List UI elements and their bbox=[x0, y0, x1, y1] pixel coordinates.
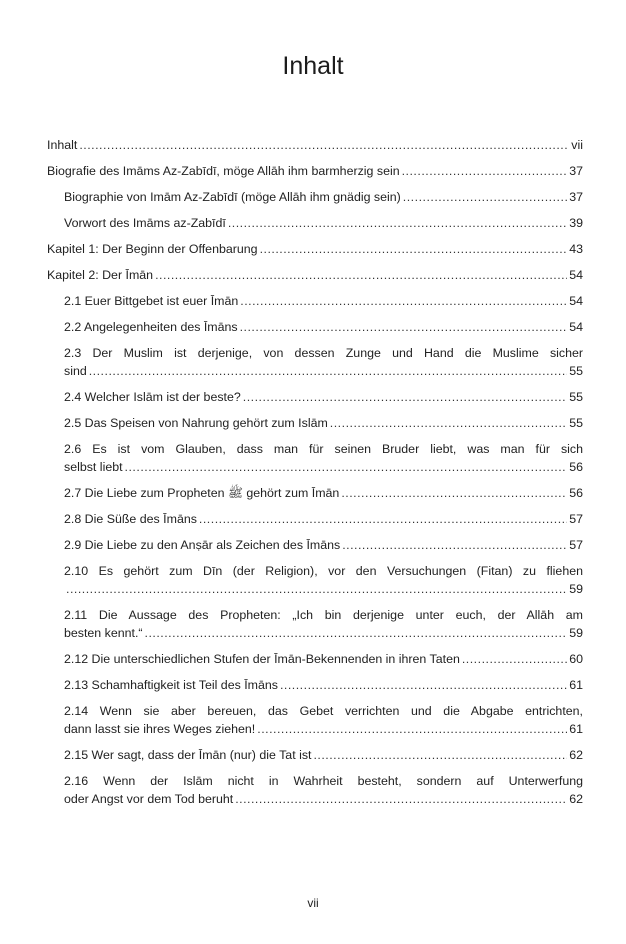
dot-leader bbox=[145, 624, 568, 642]
toc-entry-title: Vorwort des Imāms az-Zabīdī bbox=[64, 216, 226, 230]
toc-entry-title-line2: sind bbox=[64, 364, 87, 378]
dot-leader bbox=[342, 536, 567, 554]
dot-leader bbox=[341, 484, 567, 502]
table-of-contents bbox=[47, 136, 583, 816]
toc-entry-page: 54 bbox=[569, 320, 583, 334]
page-title: Inhalt bbox=[282, 52, 344, 80]
toc-entry[interactable] bbox=[47, 388, 583, 406]
toc-entry[interactable] bbox=[47, 650, 583, 668]
toc-entry[interactable] bbox=[47, 562, 583, 598]
dot-leader bbox=[125, 458, 568, 476]
dot-leader bbox=[155, 266, 567, 284]
toc-entry[interactable] bbox=[47, 414, 583, 432]
toc-entry-title-line1: 2.16 Wenn der Islām nicht in Wahrheit besteht, sondern auf Unterwerfung bbox=[64, 774, 583, 788]
toc-entry-title-line1: 2.6 Es ist vom Glauben, dass man für seinen Bruder liebt, was man für sich bbox=[64, 442, 583, 456]
toc-entry[interactable] bbox=[47, 162, 583, 180]
dot-leader bbox=[462, 650, 567, 668]
toc-entry-page: 61 bbox=[569, 722, 583, 736]
dot-leader bbox=[228, 214, 567, 232]
toc-entry[interactable] bbox=[47, 746, 583, 764]
toc-entry-page: 59 bbox=[569, 626, 583, 640]
toc-entry-page: 56 bbox=[569, 460, 583, 474]
toc-entry-page: 62 bbox=[569, 748, 583, 762]
toc-entry[interactable] bbox=[47, 214, 583, 232]
toc-entry-page: 57 bbox=[569, 538, 583, 552]
toc-entry-title: 2.8 Die Süße des Īmāns bbox=[64, 512, 197, 526]
toc-entry-page: 59 bbox=[569, 582, 583, 596]
page-number: vii bbox=[307, 896, 319, 910]
toc-entry[interactable] bbox=[47, 266, 583, 284]
toc-entry-page: 56 bbox=[569, 486, 583, 500]
toc-entry-title: Biographie von Imām Az-Zabīdī (möge Allāh ihm gnädig sein) bbox=[64, 190, 401, 204]
toc-entry[interactable] bbox=[47, 484, 583, 502]
toc-entry-page: vii bbox=[571, 138, 583, 152]
toc-entry-page: 37 bbox=[569, 164, 583, 178]
toc-entry-page: 37 bbox=[569, 190, 583, 204]
toc-entry-title: 2.1 Euer Bittgebet ist euer Īmān bbox=[64, 294, 239, 308]
dot-leader bbox=[260, 240, 568, 258]
toc-entry-title: 2.9 Die Liebe zu den Anṣār als Zeichen des Īmāns bbox=[64, 538, 341, 552]
toc-entry-title: Kapitel 1: Der Beginn der Offenbarung bbox=[47, 242, 258, 256]
toc-entry-page: 43 bbox=[569, 242, 583, 256]
dot-leader bbox=[79, 136, 569, 154]
toc-entry-page: 54 bbox=[569, 294, 583, 308]
toc-entry[interactable] bbox=[47, 702, 583, 738]
dot-leader bbox=[280, 676, 567, 694]
toc-entry-page: 57 bbox=[569, 512, 583, 526]
dot-leader bbox=[330, 414, 567, 432]
toc-entry-page: 55 bbox=[569, 390, 583, 404]
toc-entry-title: 2.15 Wer sagt, dass der Īmān (nur) die Tat ist bbox=[64, 748, 312, 762]
dot-leader bbox=[66, 580, 567, 598]
toc-entry-page: 62 bbox=[569, 792, 583, 806]
toc-entry-page: 54 bbox=[569, 268, 583, 282]
toc-entry[interactable] bbox=[47, 318, 583, 336]
dot-leader bbox=[257, 720, 567, 738]
toc-entry-title: Kapitel 2: Der Īmān bbox=[47, 268, 154, 282]
toc-entry[interactable] bbox=[47, 440, 583, 476]
toc-entry-title-line2: oder Angst vor dem Tod beruht bbox=[64, 792, 234, 806]
toc-entry-title-line1: 2.10 Es gehört zum Dīn (der Religion), vor den Versuchungen (Fitan) zu fliehen bbox=[64, 564, 583, 578]
toc-entry-title-line2: selbst liebt bbox=[64, 460, 123, 474]
toc-entry-title: 2.13 Schamhaftigkeit ist Teil des Īmāns bbox=[64, 678, 278, 692]
dot-leader bbox=[313, 746, 567, 764]
toc-entry-title-line1: 2.3 Der Muslim ist derjenige, von dessen Zunge und Hand die Muslime sicher bbox=[64, 346, 583, 360]
toc-entry[interactable] bbox=[47, 772, 583, 808]
dot-leader bbox=[235, 790, 567, 808]
toc-entry-page: 55 bbox=[569, 416, 583, 430]
dot-leader bbox=[240, 318, 568, 336]
toc-entry[interactable] bbox=[47, 240, 583, 258]
toc-entry-page: 55 bbox=[569, 364, 583, 378]
toc-entry-title-line2: besten kennt.“ bbox=[64, 626, 143, 640]
toc-entry[interactable] bbox=[47, 136, 583, 154]
toc-entry-title-line1: 2.11 Die Aussage des Propheten: „Ich bin derjenige unter euch, der Allāh am bbox=[64, 608, 583, 622]
toc-entry[interactable] bbox=[47, 536, 583, 554]
toc-entry-title: 2.5 Das Speisen von Nahrung gehört zum Islām bbox=[64, 416, 328, 430]
toc-entry-title-line1: 2.14 Wenn sie aber bereuen, das Gebet verrichten und die Abgabe entrichten, bbox=[64, 704, 583, 718]
dot-leader bbox=[243, 388, 567, 406]
toc-entry[interactable] bbox=[47, 188, 583, 206]
dot-leader bbox=[199, 510, 567, 528]
dot-leader bbox=[402, 162, 568, 180]
toc-entry-title: 2.7 Die Liebe zum Propheten ﷺ gehört zum Īmān bbox=[64, 486, 340, 500]
toc-entry-title: Inhalt bbox=[47, 138, 78, 152]
dot-leader bbox=[240, 292, 567, 310]
toc-entry-page: 39 bbox=[569, 216, 583, 230]
toc-entry-title: 2.4 Welcher Islām ist der beste? bbox=[64, 390, 241, 404]
dot-leader bbox=[89, 362, 567, 380]
toc-entry[interactable] bbox=[47, 292, 583, 310]
toc-entry-title: Biografie des Imāms Az-Zabīdī, möge Allāh ihm barmherzig sein bbox=[47, 164, 400, 178]
toc-entry[interactable] bbox=[47, 510, 583, 528]
toc-entry-title: 2.12 Die unterschiedlichen Stufen der Īmān-Bekennenden in ihren Taten bbox=[64, 652, 460, 666]
toc-entry-title: 2.2 Angelegenheiten des Īmāns bbox=[64, 320, 238, 334]
toc-entry[interactable] bbox=[47, 606, 583, 642]
toc-entry-page: 61 bbox=[569, 678, 583, 692]
dot-leader bbox=[403, 188, 567, 206]
toc-entry[interactable] bbox=[47, 676, 583, 694]
toc-entry-page: 60 bbox=[569, 652, 583, 666]
toc-entry[interactable] bbox=[47, 344, 583, 380]
toc-entry-title-line2: dann lasst sie ihres Weges ziehen! bbox=[64, 722, 256, 736]
